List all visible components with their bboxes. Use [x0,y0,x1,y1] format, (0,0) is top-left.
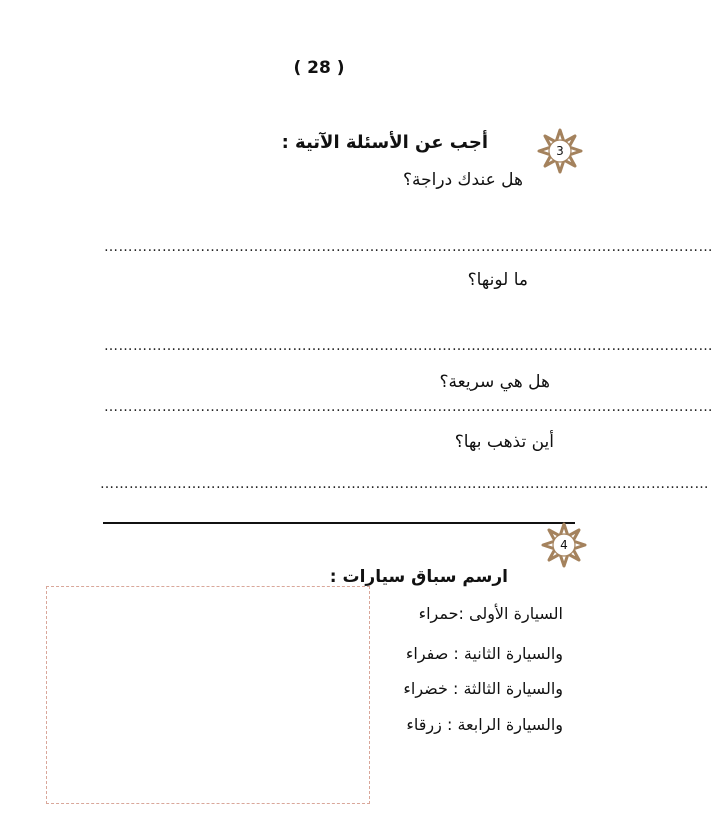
section-divider [103,522,575,524]
question-2: ما لونها؟ [467,270,528,290]
question-3: هل هي سريعة؟ [439,372,550,392]
car-line-3: والسيارة الثالثة : خضراء [403,679,563,698]
page-number: ( 28 ) [293,58,345,78]
answer-line-4: ……………………………………………………………………………………………………………… [100,476,709,492]
section-4-number: 4 [560,538,568,552]
question-1: هل عندك دراجة؟ [402,170,523,190]
section-4-heading: ارسم سباق سيارات : [329,567,508,587]
car-line-2: والسيارة الثانية : صفراء [405,644,563,663]
question-4: أين تذهب بها؟ [454,432,554,452]
section-3-number: 3 [556,144,564,158]
answer-line-1: ……………………………………………………………………………………………………………… [104,239,713,255]
section-3-badge [538,129,582,173]
section-3-heading: أجب عن الأسئلة الآتية : [281,132,488,153]
car-line-4: والسيارة الرابعة : زرقاء [406,715,563,734]
car-line-1: السيارة الأولى :حمراء [418,604,563,623]
answer-line-2: ……………………………………………………………………………………………………………… [104,338,713,354]
answer-line-3: ……………………………………………………………………………………………………………… [104,399,713,415]
section-4-badge [542,523,586,567]
drawing-area[interactable] [46,586,370,804]
